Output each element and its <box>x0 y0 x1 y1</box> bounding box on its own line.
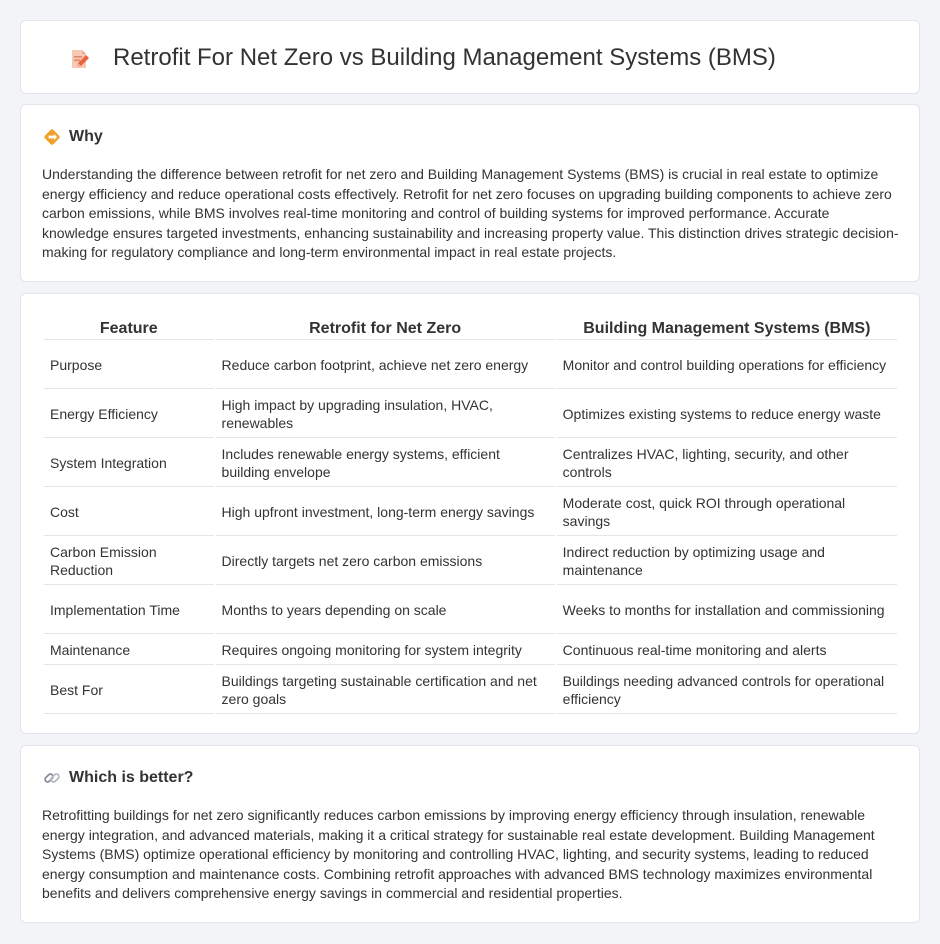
row-feature: Maintenance <box>44 636 214 665</box>
table-row <box>44 636 897 665</box>
which-better-section <box>20 745 920 923</box>
header-retrofit: Retrofit for Net Zero <box>216 316 555 340</box>
why-section <box>20 104 920 282</box>
row-bms: Optimizes existing systems to reduce energy waste <box>557 391 897 438</box>
header-feature: Feature <box>44 316 214 340</box>
row-feature: Purpose <box>44 342 214 389</box>
why-text: Understanding the difference between retrofit for net zero and Building Management Systems (BMS) is crucial in real estate to optimize energy efficiency and reduce operational costs effectively. Retrofit for net zero focuses on upgrading building components to achieve zero carbon emissions, while BMS involves real-time monitoring and control of building systems for improved performance. Accurate knowledge ensures targeted investments, enhancing sustainability and increasing property value. This distinction drives strategic decision-making for regulatory compliance and long-term environmental impact in real estate projects. <box>42 166 899 261</box>
comparison-section <box>20 293 920 734</box>
table-row <box>44 440 897 487</box>
header-bms: Building Management Systems (BMS) <box>557 316 897 340</box>
row-feature: Best For <box>44 667 214 714</box>
link-icon <box>43 769 61 787</box>
table-row <box>44 489 897 536</box>
row-retrofit: Requires ongoing monitoring for system integrity <box>216 636 555 665</box>
table-header-row <box>44 316 897 340</box>
page-title: Retrofit For Net Zero vs Building Management Systems (BMS) <box>113 44 776 71</box>
row-retrofit: Directly targets net zero carbon emissions <box>216 538 555 585</box>
row-bms: Buildings needing advanced controls for operational efficiency <box>557 667 897 714</box>
row-feature: System Integration <box>44 440 214 487</box>
row-feature: Energy Efficiency <box>44 391 214 438</box>
row-bms: Continuous real-time monitoring and alerts <box>557 636 897 665</box>
title-card <box>20 20 920 94</box>
row-feature: Carbon Emission Reduction <box>44 538 214 585</box>
row-retrofit: Reduce carbon footprint, achieve net zero energy <box>216 342 555 389</box>
table-row <box>44 667 897 714</box>
table-row <box>44 391 897 438</box>
row-retrofit: Buildings targeting sustainable certification and net zero goals <box>216 667 555 714</box>
row-bms: Weeks to months for installation and commissioning <box>557 587 897 634</box>
table-row <box>44 538 897 585</box>
row-retrofit: High impact by upgrading insulation, HVAC, renewables <box>216 391 555 438</box>
row-bms: Indirect reduction by optimizing usage and maintenance <box>557 538 897 585</box>
row-bms: Moderate cost, quick ROI through operational savings <box>557 489 897 536</box>
document-edit-icon <box>67 47 91 71</box>
comparison-table <box>42 314 899 716</box>
table-row <box>44 587 897 634</box>
row-retrofit: Months to years depending on scale <box>216 587 555 634</box>
why-heading <box>43 127 103 147</box>
table-row <box>44 342 897 389</box>
row-bms: Centralizes HVAC, lighting, security, and other controls <box>557 440 897 487</box>
better-text: Retrofitting buildings for net zero significantly reduces carbon emissions by improving energy efficiency through insulation, renewable energy integration, and advanced materials, making it a critical strategy for sustainable real estate development. Building Management Systems (BMS) optimize operational efficiency by monitoring and controlling HVAC, lighting, and security systems, leading to reduced energy consumption and maintenance costs. Combining retrofit approaches with advanced BMS technology maximizes environmental benefits and delivers comprehensive energy savings in commercial and residential properties. <box>42 807 875 902</box>
row-retrofit: High upfront investment, long-term energy savings <box>216 489 555 536</box>
diamond-warning-icon <box>43 128 61 146</box>
row-feature: Implementation Time <box>44 587 214 634</box>
row-bms: Monitor and control building operations for efficiency <box>557 342 897 389</box>
why-heading-text: Why <box>69 128 103 145</box>
better-heading <box>43 768 193 788</box>
row-feature: Cost <box>44 489 214 536</box>
row-retrofit: Includes renewable energy systems, efficient building envelope <box>216 440 555 487</box>
better-heading-text: Which is better? <box>69 769 194 786</box>
